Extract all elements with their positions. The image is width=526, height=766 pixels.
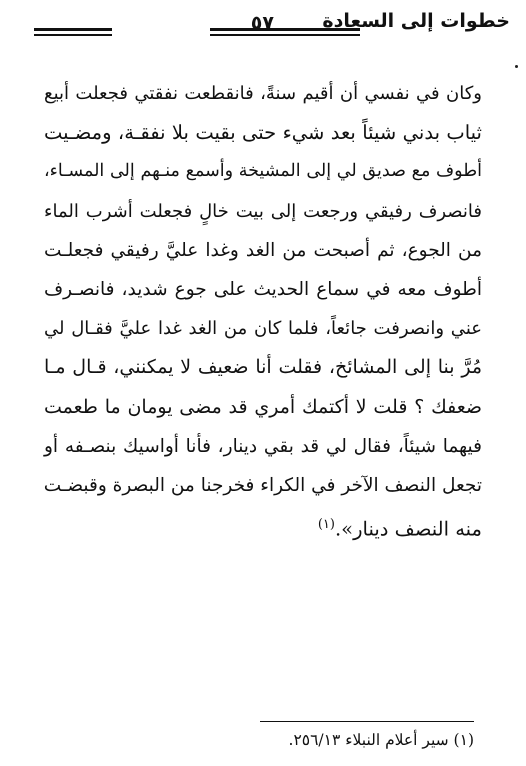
text-line: تجعل النصف الآخر في الكراء فخرجنا من البصرة وقبضـت — [43, 475, 482, 497]
header-rule-left — [34, 28, 112, 31]
header-rule-right-lower — [210, 34, 360, 36]
text-line: ضعفك ؟ قلت لا أكتمك أمري قد مضى يومان ما طعمت — [44, 395, 482, 418]
running-title: خطوات إلى السعادة — [322, 10, 510, 32]
text-line: فيهما شيئاً، فقال لي قد بقي دينار، فأنا أواسيك بنصـفه أو — [44, 435, 482, 457]
last-line-text: منه النصف دينار». — [334, 517, 482, 541]
text-line: وكان في نفسي أن أقيم سنةً، فانقطعت نفقتي فجعلت أبيع — [44, 83, 482, 104]
header-rule-right — [210, 28, 360, 31]
page-number: ٥٧ — [250, 12, 274, 34]
margin-dot — [515, 65, 518, 68]
text-line: أطوف مع صديق لي إلى المشيخة وأسمع منـهم إلى المسـاء، — [44, 161, 482, 182]
footnote: (١) سير أعلام النبلاء ٢٥٦/١٣. — [288, 731, 474, 749]
page-header — [34, 8, 510, 44]
footnote-reference: (١) — [317, 517, 335, 533]
text-line: فانصرف رفيقي ورجعت إلى بيت خالٍ فجعلت أشرب الماء — [44, 200, 482, 222]
text-line: من الجوع، ثم أصبحت من الغد وغدا عليَّ رفيقي فجعلـت — [44, 239, 482, 261]
footnote-separator — [260, 721, 474, 722]
header-rule-left-lower — [34, 34, 112, 36]
text-line: عني وانصرفت جائعاً، فلما كان من الغد غدا عليَّ فقـال لي — [44, 318, 482, 340]
text-line-last — [44, 505, 482, 549]
text-line: ثياب بدني شيئاً بعد شيء حتى بقيت بلا نفقـة، ومضـيت — [44, 121, 482, 145]
body-paragraph — [44, 74, 482, 549]
text-line: مُرَّ بنا إلى المشائخ، فقلت أنا ضعيف لا يمكنني، قـال مـا — [44, 356, 482, 379]
text-line: أطوف معه في سماع الحديث على جوع شديد، فانصـرف — [44, 279, 482, 301]
